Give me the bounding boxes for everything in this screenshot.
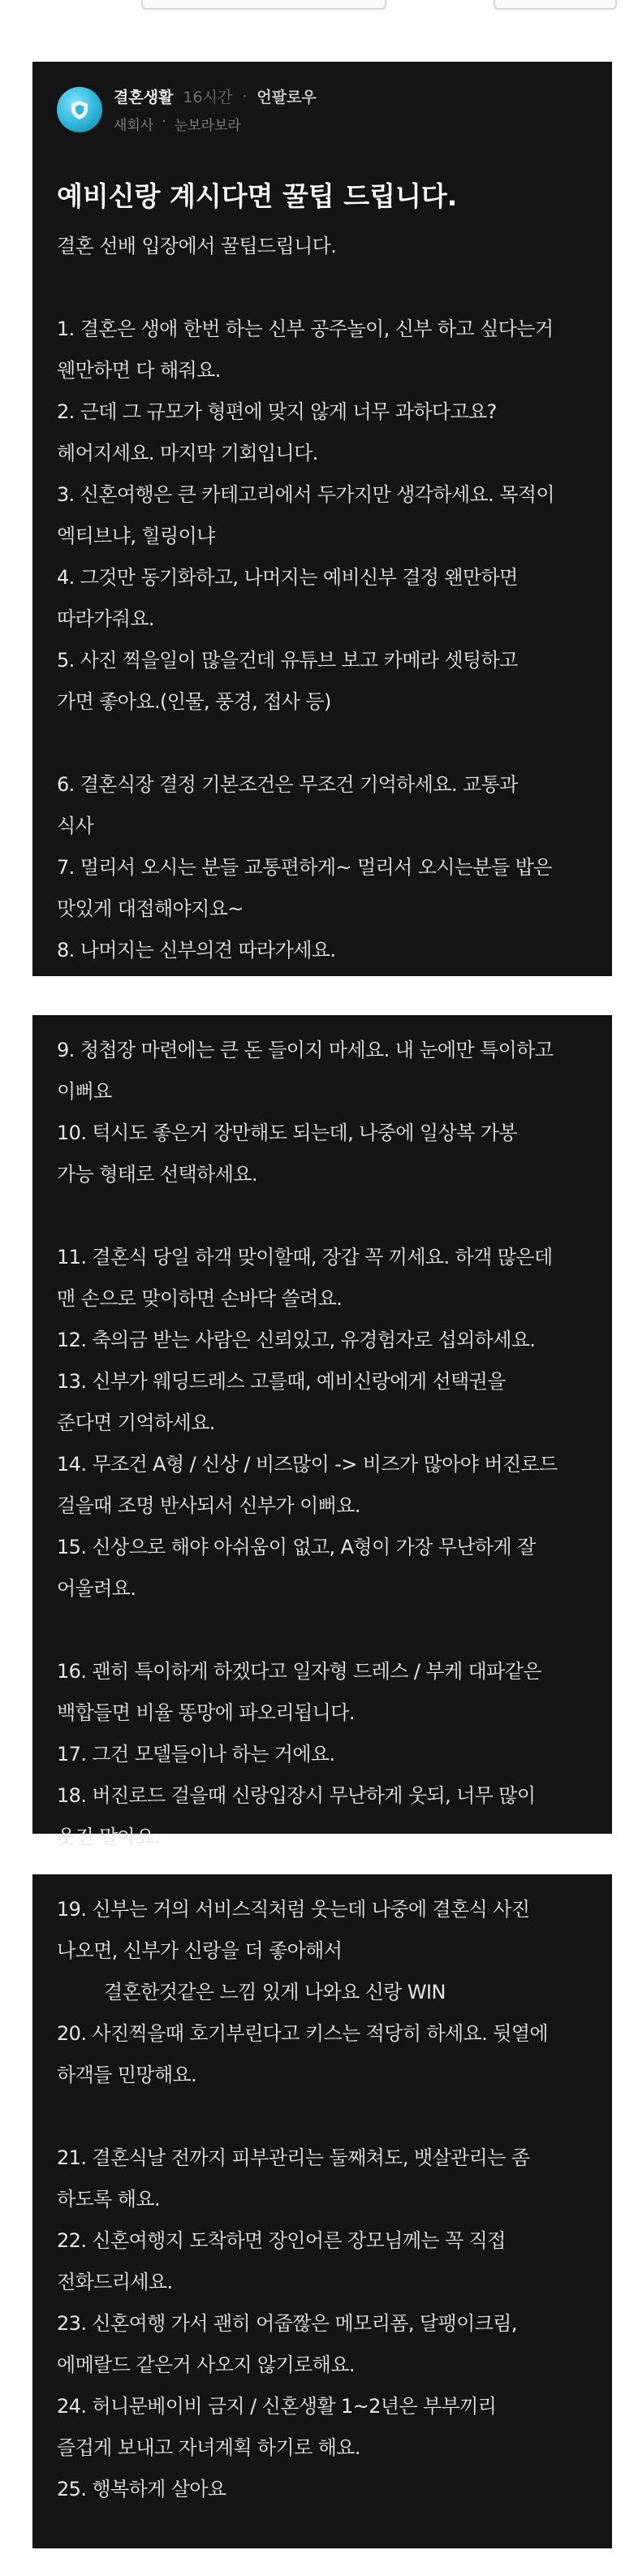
shield-icon: [69, 99, 90, 120]
blank-line: [57, 723, 589, 764]
post-body-line: 맛있게 대접해야지요~: [57, 897, 244, 920]
channel-avatar[interactable]: [57, 87, 102, 132]
author-name[interactable]: 눈보라보라: [174, 118, 241, 134]
blank-line: [57, 1195, 589, 1237]
post-body-line: 7. 멀리서 오시는 분들 교통편하게~ 멀리서 오시는분들 밥은: [57, 856, 552, 879]
post-body-line: 헤어지세요. 마지막 기회입니다.: [57, 442, 318, 465]
post-body-line: 9. 청첩장 마련에는 큰 돈 들이지 마세요. 내 눈에만 특이하고: [57, 1039, 554, 1061]
post-body-line: 15. 신상으로 해야 아쉬움이 없고, A형이 가장 무난하게 잘: [57, 1536, 536, 1558]
post-body-line: 즐겁게 보내고 자녀계획 하기로 해요.: [57, 2436, 360, 2459]
blank-line: [57, 267, 589, 309]
post-body-part-3: [57, 1889, 589, 2510]
post-body-line: 준다면 기억하세요.: [57, 1411, 215, 1434]
post-body-line: 나오면, 신부가 신랑을 더 좋아해서: [57, 1939, 343, 1962]
post-body-line: 웃진 말아요.: [57, 1826, 160, 1848]
post-meta: [114, 85, 317, 134]
post-body-line: 따라가줘요.: [57, 607, 154, 630]
post-panel-1: [32, 62, 612, 976]
post-body-line: 가면 좋아요.(인물, 풍경, 접사 등): [57, 690, 331, 713]
post-body-line: 23. 신혼여행 가서 괜히 어줍짢은 메모리폼, 달팽이크림,: [57, 2312, 517, 2335]
post-body-line: 3. 신혼여행은 큰 카테고리에서 두가지만 생각하세요. 목적이: [57, 483, 554, 506]
post-intro: 결혼 선배 입장에서 꿀팁드립니다.: [57, 235, 337, 257]
post-body-line: 18. 버진로드 걸을때 신랑입장시 무난하게 웃되, 너무 많이: [57, 1784, 536, 1807]
post-panel-2: [32, 1015, 612, 1848]
top-tab-left: [141, 0, 386, 10]
post-title: 예비신랑 계시다면 꿀팁 드립니다.: [57, 180, 458, 212]
post-body-line: 백합들면 비율 똥망에 파오리됩니다.: [57, 1701, 355, 1724]
post-body-line: 25. 행복하게 살아요: [57, 2478, 226, 2500]
post-time: 16시간: [183, 89, 233, 106]
post-body-line: 걸을때 조명 반사되서 신부가 이뻐요.: [57, 1494, 360, 1517]
blank-line: [57, 1610, 589, 1651]
separator-dot: ·: [242, 87, 248, 106]
top-tab-right: [494, 0, 617, 10]
post-body-part-2: [57, 1030, 589, 1858]
post-body-line: 전화드리세요.: [57, 2271, 173, 2293]
post-body-line: 10. 턱시도 좋은거 장만해도 되는데, 나중에 일상복 가봉: [57, 1122, 517, 1144]
post-body-line: 2. 근데 그 규모가 형편에 맞지 않게 너무 과하다고요?: [57, 400, 497, 423]
post-body-line: 맨 손으로 맞이하면 손바닥 쓸려요.: [57, 1287, 343, 1310]
post-body-line: 4. 그것만 동기화하고, 나머지는 예비신부 결정 왠만하면: [57, 566, 518, 589]
post-body-line: 17. 그건 모델들이나 하는 거에요.: [57, 1743, 335, 1766]
post-body-line: 20. 사진찍을때 호기부린다고 키스는 적당히 하세요. 뒷열에: [57, 2022, 549, 2045]
post-body-line: 13. 신부가 웨딩드레스 고를때, 예비신랑에게 선택권을: [57, 1370, 506, 1393]
post-body-line: 22. 신혼여행지 도착하면 장인어른 장모님께는 꼭 직접: [57, 2229, 506, 2252]
post-body-line: 에메랄드 같은거 사오지 않기로해요.: [57, 2353, 355, 2376]
separator-dot: ·: [162, 114, 166, 130]
post-body-line: 19. 신부는 거의 서비스직처럼 웃는데 나중에 결혼식 사진: [57, 1898, 530, 1921]
post-body-line: 식사: [57, 815, 94, 837]
blank-line: [57, 2096, 589, 2137]
channel-name[interactable]: 결혼생활: [114, 89, 174, 106]
post-body-line: 엑티브냐, 힐링이냐: [57, 525, 215, 547]
post-header: [57, 83, 589, 136]
post-body-line: 24. 허니문베이비 금지 / 신혼생활 1~2년은 부부끼리: [57, 2395, 497, 2418]
post-body-line: 11. 결혼식 당일 하객 맞이할때, 장갑 꼭 끼세요. 하객 많은데: [57, 1246, 553, 1269]
post-body-line: 12. 축의금 받는 사람은 신뢰있고, 유경험자로 섭외하세요.: [57, 1329, 536, 1351]
post-body-line: 1. 결혼은 생애 한번 하는 신부 공주놀이, 신부 하고 싶다는거: [57, 318, 554, 340]
post-body-line: 6. 결혼식장 결정 기본조건은 무조건 기억하세요. 교통과: [57, 773, 518, 796]
post-panel-3: [32, 1874, 612, 2548]
post-body-line: 결혼한것같은 느낌 있게 나와요 신랑 WIN: [104, 1981, 446, 2003]
post-body-line: 8. 나머지는 신부의견 따라가세요.: [57, 939, 336, 962]
post-body-line: 21. 결혼식날 전까지 피부관리는 둘째쳐도, 뱃살관리는 좀: [57, 2146, 530, 2169]
post-body-line: 어울려요.: [57, 1577, 136, 1600]
post-body-line: 16. 괜히 특이하게 하겠다고 일자형 드레스 / 부케 대파같은: [57, 1660, 541, 1683]
post-body-line: 하도록 해요.: [57, 2188, 160, 2211]
post-body-line: 하객들 민망해요.: [57, 2064, 197, 2086]
post-body-part-1: [57, 267, 589, 971]
post-body-line: 14. 무조건 A형 / 신상 / 비즈많이 -> 비즈가 많아야 버진로드: [57, 1453, 558, 1476]
post-body-line: 5. 사진 찍을일이 많을건데 유튜브 보고 카메라 셋팅하고: [57, 649, 518, 672]
post-body-line: 이뻐요: [57, 1080, 112, 1103]
post-body-line: 웬만하면 다 해줘요.: [57, 359, 221, 382]
author-company: 새회사: [114, 118, 154, 134]
post-body-line: 가능 형태로 선택하세요.: [57, 1163, 257, 1186]
unfollow-button[interactable]: 언팔로우: [256, 89, 317, 106]
